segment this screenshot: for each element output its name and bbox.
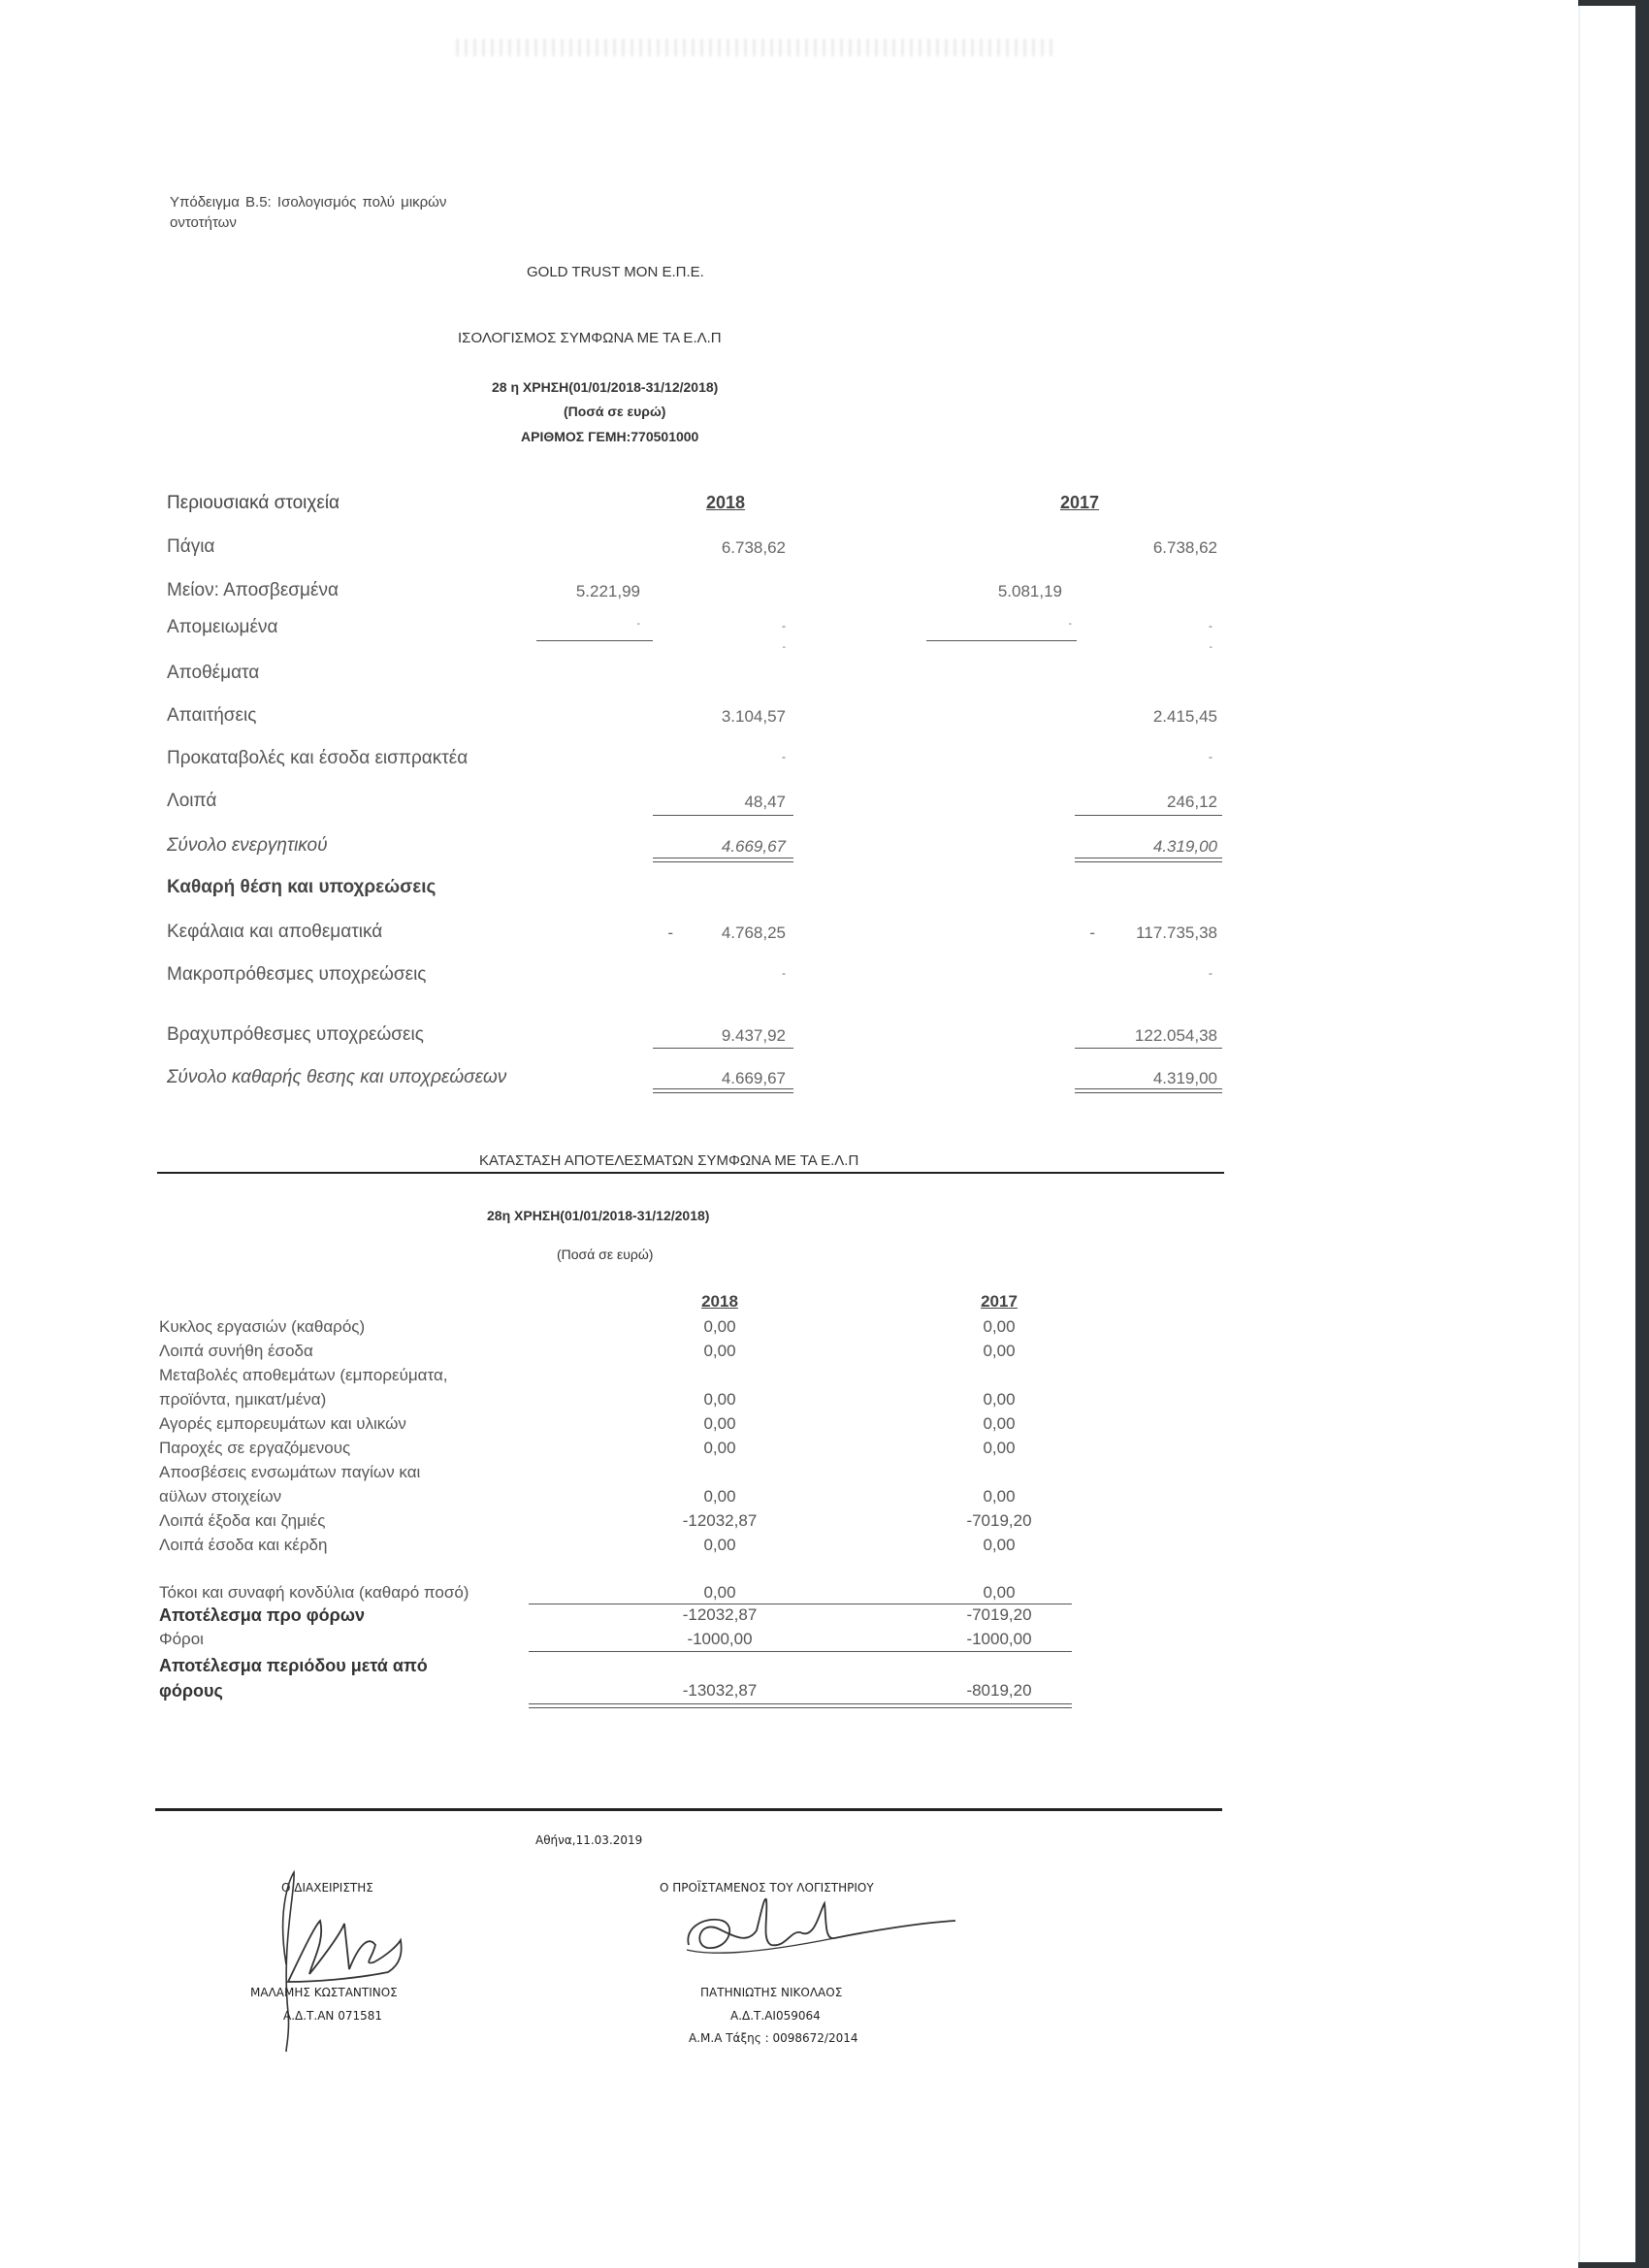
underline-taxes — [529, 1651, 1072, 1652]
year-header-2018: 2018 — [706, 493, 746, 512]
income-label-purchases: Αγορές εμπορευμάτων και υλικών — [159, 1414, 406, 1433]
underline-other-2017 — [1075, 815, 1222, 816]
value-impaired-2017: - — [1209, 619, 1212, 632]
assets-heading: Περιουσιακά στοιχεία — [167, 493, 340, 513]
income-value-inventory-change-2017: 0,00 — [983, 1390, 1016, 1409]
scan-edge-strip — [1578, 6, 1580, 2262]
footer-rule — [155, 1808, 1222, 1811]
value-depreciation-2018: 5.221,99 — [575, 582, 640, 600]
row-label-inventories: Αποθέματα — [167, 663, 260, 683]
manager-name: ΜΑΛΑΜΗΣ ΚΩΣΤΑΝΤΙΝΟΣ — [250, 1986, 398, 1999]
income-label-employee-benefits: Παροχές σε εργαζόμενους — [159, 1439, 351, 1457]
row-label-impaired: Απομειωμένα — [167, 617, 278, 637]
value-impaired-extra-2018: - — [782, 642, 786, 653]
accountant-role: Ο ΠΡΟΪΣΤΑΜΕΝΟΣ ΤΟΥ ΛΟΓΙΣΤΗΡΙΟΥ — [660, 1881, 874, 1895]
income-year-2017: 2017 — [981, 1292, 1018, 1311]
underline-impaired-2018 — [536, 640, 653, 641]
income-value-taxes-2018: -1000,00 — [687, 1630, 753, 1648]
manager-role: Ο ΔΙΑΧΕΙΡΙΣΤΗΣ — [281, 1881, 373, 1895]
underline-other-2018 — [653, 815, 793, 816]
income-value-pretax-2017: -7019,20 — [966, 1605, 1032, 1624]
double-underline-total-assets-2018 — [653, 858, 793, 862]
income-value-taxes-2017: -1000,00 — [966, 1630, 1032, 1648]
value-capital-2018: 4.768,25 — [721, 923, 786, 942]
underline-short-term-2018 — [653, 1048, 793, 1049]
value-other-2018: 48,47 — [744, 793, 786, 811]
income-value-depreciation-2018: 0,00 — [703, 1487, 736, 1506]
value-long-term-2018: - — [782, 966, 786, 980]
value-total-assets-2018: 4.669,67 — [721, 837, 786, 856]
equity-liabilities-heading: Καθαρή θέση και υποχρεώσεις — [167, 877, 436, 897]
value-fixed-assets-2017: 6.738,62 — [1152, 538, 1217, 557]
value-total-assets-2017: 4.319,00 — [1152, 837, 1217, 856]
row-label-receivables: Απαιτήσεις — [167, 705, 257, 726]
income-label-other-expenses: Λοιπά έξοδα και ζημιές — [159, 1511, 326, 1530]
year-header-2017: 2017 — [1060, 493, 1100, 512]
value-fixed-assets-2018: 6.738,62 — [721, 538, 786, 557]
income-year-2018: 2018 — [701, 1292, 738, 1311]
value-total-equity-2018: 4.669,67 — [721, 1069, 786, 1087]
income-label-net-line2: φόρους — [159, 1681, 223, 1701]
row-label-total-assets: Σύνολο ενεργητικού — [167, 835, 328, 856]
income-label-other-income: Λοιπά έσοδα και κέρδη — [159, 1536, 328, 1554]
income-value-pretax-2018: -12032,87 — [682, 1605, 758, 1624]
income-label-other-ordinary: Λοιπά συνήθη έσοδα — [159, 1342, 313, 1360]
underline-short-term-2017 — [1075, 1048, 1222, 1049]
company-name: GOLD TRUST MON E.Π.Ε. — [527, 264, 704, 280]
value-impaired-extra-2017: - — [1209, 642, 1212, 653]
row-label-fixed-assets: Πάγια — [167, 536, 215, 557]
value-prepayments-2018: - — [782, 750, 786, 763]
income-value-interest-2017: 0,00 — [983, 1583, 1016, 1602]
row-label-total-equity-liabilities: Σύνολο καθαρής θεσης και υποχρεώσεων — [167, 1067, 507, 1087]
row-label-long-term-liabilities: Μακροπρόθεσμες υποχρεώσεις — [167, 964, 427, 985]
income-value-purchases-2018: 0,00 — [703, 1414, 736, 1433]
income-value-turnover-2018: 0,00 — [703, 1317, 736, 1336]
currency-note: (Ποσά σε ευρώ) — [564, 404, 666, 419]
scan-frame-bottom — [1578, 2262, 1649, 2268]
bleed-through-smudge — [456, 39, 1057, 56]
income-label-depreciation-line2: αϋλων στοιχείων — [159, 1487, 282, 1506]
manager-id: Α.Δ.Τ.ΑΝ 071581 — [283, 2009, 382, 2023]
value-capital-2017: 117.735,38 — [1136, 923, 1217, 942]
fiscal-year: 28 η ΧΡΗΣΗ(01/01/2018-31/12/2018) — [492, 379, 719, 395]
income-value-depreciation-2017: 0,00 — [983, 1487, 1016, 1506]
sign-capital-2017: - — [1089, 923, 1095, 942]
value-short-term-2017: 122.054,38 — [1134, 1026, 1217, 1045]
income-currency-note: (Ποσά σε ευρώ) — [557, 1247, 654, 1262]
scan-frame-right — [1635, 0, 1649, 2268]
row-label-other: Λοιπά — [167, 791, 217, 811]
income-value-net-2018: -13032,87 — [682, 1681, 758, 1700]
income-value-employee-benefits-2018: 0,00 — [703, 1439, 736, 1457]
income-statement-title: ΚΑΤΑΣΤΑΣΗ ΑΠΟΤΕΛΕΣΜΑΤΩΝ ΣΥΜΦΩΝΑ ΜΕ ΤΑ Ε.Λ.Π — [479, 1152, 859, 1169]
income-value-interest-2018: 0,00 — [703, 1583, 736, 1602]
income-title-rule — [157, 1172, 1224, 1174]
value-total-equity-2017: 4.319,00 — [1152, 1069, 1217, 1087]
value-other-2017: 246,12 — [1167, 793, 1217, 811]
template-caption-line1: Υπόδειγμα Β.5: Ισολογισμός πολύ μικρών — [170, 194, 447, 211]
income-label-taxes: Φόροι — [159, 1630, 204, 1648]
income-value-inventory-change-2018: 0,00 — [703, 1390, 736, 1409]
income-label-depreciation: Αποσβέσεις ενσωμάτων παγίων και — [159, 1463, 421, 1481]
income-value-other-income-2017: 0,00 — [983, 1536, 1016, 1554]
value-prepayments-2017: - — [1209, 750, 1212, 763]
accountant-name: ΠΑΤΗΝΙΩΤΗΣ ΝΙΚΟΛΑΟΣ — [700, 1986, 843, 1999]
income-value-purchases-2017: 0,00 — [983, 1414, 1016, 1433]
income-value-turnover-2017: 0,00 — [983, 1317, 1016, 1336]
row-label-capital: Κεφάλαια και αποθεματικά — [167, 922, 383, 942]
income-value-other-ordinary-2017: 0,00 — [983, 1342, 1016, 1360]
sign-capital-2018: - — [667, 923, 673, 942]
value-impaired-2018: - — [782, 619, 786, 632]
row-label-depreciation: Μείον: Αποσβεσμένα — [167, 580, 339, 600]
value-long-term-2017: - — [1209, 966, 1212, 980]
income-label-interest: Τόκοι και συναφή κονδύλια (καθαρό ποσό) — [159, 1583, 469, 1602]
value-depreciation-2017: 5.081,19 — [997, 582, 1062, 600]
income-value-net-2017: -8019,20 — [966, 1681, 1032, 1700]
value-impaired-sub-2017: - — [1068, 619, 1072, 630]
income-label-inventory-change: Μεταβολές αποθεμάτων (εμπορεύματα, — [159, 1366, 448, 1384]
template-caption-line2: οντοτήτων — [170, 214, 237, 231]
income-label-turnover: Κυκλος εργασιών (καθαρός) — [159, 1317, 366, 1336]
income-fiscal-year: 28η ΧΡΗΣΗ(01/01/2018-31/12/2018) — [487, 1208, 710, 1223]
income-label-net: Αποτέλεσμα περιόδου μετά από — [159, 1656, 428, 1675]
income-value-employee-benefits-2017: 0,00 — [983, 1439, 1016, 1457]
accountant-license: Α.Μ.Α Τάξης : 0098672/2014 — [689, 2031, 858, 2045]
row-label-prepayments: Προκαταβολές και έσοδα εισπρακτέα — [167, 748, 469, 768]
value-receivables-2017: 2.415,45 — [1152, 707, 1217, 726]
value-short-term-2018: 9.437,92 — [721, 1026, 786, 1045]
income-value-other-expenses-2017: -7019,20 — [966, 1511, 1032, 1530]
accountant-signature-icon — [679, 1892, 960, 1969]
income-value-other-income-2018: 0,00 — [703, 1536, 736, 1554]
underline-impaired-2017 — [926, 640, 1077, 641]
place-date: Αθήνα,11.03.2019 — [535, 1833, 643, 1847]
row-label-short-term-liabilities: Βραχυπρόθεσμες υποχρεώσεις — [167, 1024, 424, 1045]
accountant-id: Α.Δ.Τ.ΑΙ059064 — [730, 2009, 821, 2023]
double-underline-total-assets-2017 — [1075, 858, 1222, 862]
gemi-number: ΑΡΙΘΜΟΣ ΓΕΜΗ:770501000 — [521, 429, 699, 444]
income-value-other-ordinary-2018: 0,00 — [703, 1342, 736, 1360]
balance-sheet-title: ΙΣΟΛΟΓΙΣΜΟΣ ΣΥΜΦΩΝΑ ΜΕ ΤΑ Ε.Λ.Π — [458, 330, 722, 346]
income-label-pretax: Αποτέλεσμα προ φόρων — [159, 1605, 366, 1625]
income-value-other-expenses-2018: -12032,87 — [682, 1511, 758, 1530]
income-label-inventory-change-line2: προϊόντα, ημικατ/μένα) — [159, 1390, 327, 1409]
double-underline-total-equity-2018 — [653, 1088, 793, 1093]
value-receivables-2018: 3.104,57 — [721, 707, 786, 726]
manager-signature-icon — [267, 1867, 441, 2052]
value-impaired-sub-2018: - — [636, 619, 640, 630]
double-underline-net — [529, 1703, 1072, 1708]
double-underline-total-equity-2017 — [1075, 1088, 1222, 1093]
